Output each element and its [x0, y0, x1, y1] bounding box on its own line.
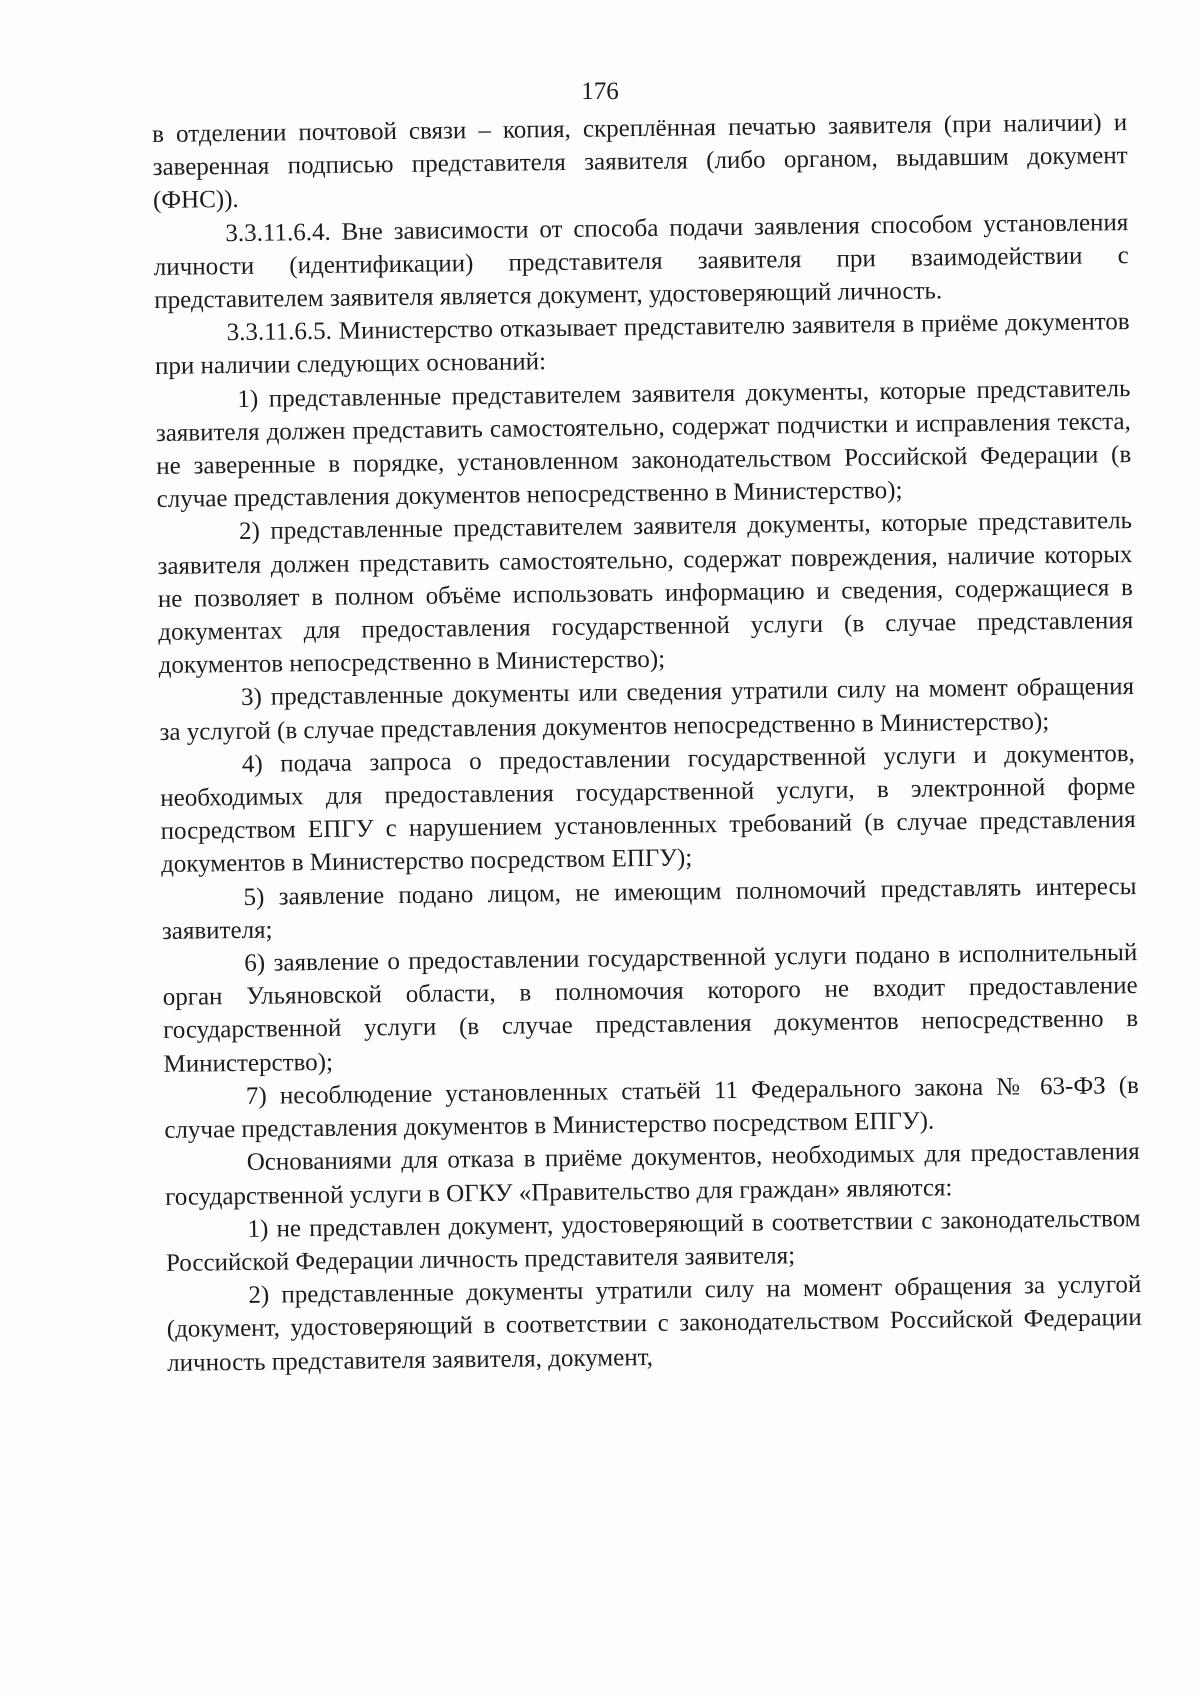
ogku-list-item-2: 2) представленные документы утратили силу на момент обращения за услугой (документ, удостоверяющий в соответствии с законодательством Российской Федерации личность представителя заявителя, документ,	[166, 1271, 1142, 1377]
list-item-5: 5) заявление подано лицом, не имеющим полномочий представлять интересы заявителя;	[161, 872, 1137, 945]
list-item-4: 4) подача запроса о предоставлении государственной услуги и документов, необходимых для предоставления государственной услуги, в электронной форме посредством ЕПГУ с нарушением установленных требований (в случае представления документов в Министерство посредством ЕПГУ);	[160, 739, 1136, 879]
paragraph-3-3-11-6-4: 3.3.11.6.4. Вне зависимости от способа подачи заявления способом установления личности (идентификации) представителя заявителя при взаимодействии с представителем заявителя является документ, удостоверяющий личность.	[153, 208, 1129, 315]
paragraph-grounds-ogku: Основаниями для отказа в приёме документов, необходимых для предоставления государственной услуги в ОГКУ «Правительство для граждан» являются:	[165, 1138, 1140, 1211]
list-item-1: 1) представленные представителем заявителя документы, которые представитель заявителя должен представить самостоятельно, содержат подчистки и исправления текста, не заверенные в порядке, установленном законодательством Российской Федерации (в случае представления документов непосредственно в Министерство);	[155, 374, 1132, 514]
list-item-6: 6) заявление о предоставлении государственной услуги подано в исполнительный орган Ульяновской области, в полномочия которого не входит предоставление государственной услуги (в случае представления документов непосредственно в Министерство);	[162, 939, 1139, 1078]
list-item-2: 2) представленные представителем заявителя документы, которые представитель заявителя должен представить самостоятельно, содержат повреждения, наличие которых не позволяет в полном объёме использовать информацию и сведения, содержащиеся в документах для предоставления государственной услуги (в случае представления документов непосредственно в Министерство);	[157, 507, 1134, 680]
list-item-7: 7) несоблюдение установленных статьёй 11 Федерального закона № 63-ФЗ (в случае представления документов в Министерство посредством ЕПГУ).	[164, 1071, 1140, 1145]
document-body	[152, 106, 1142, 1380]
paragraph-continuation: в отделении почтовой связи – копия, скреплённая печатью заявителя (при наличии) и заверенная подписью представителя заявителя (либо органом, выдавшим документ (ФНС)).	[152, 109, 1128, 215]
list-item-3: 3) представленные документы или сведения утратили силу на момент обращения за услугой (в случае представления документов непосредственно в Министерство);	[159, 673, 1135, 746]
ogku-list-item-1: 1) не представлен документ, удостоверяющий в соответствии с законодательством Российской Федерации личность представителя заявителя;	[165, 1204, 1141, 1277]
paragraph-3-3-11-6-5: 3.3.11.6.5. Министерство отказывает представителю заявителя в приёме документов при наличии следующих оснований:	[154, 308, 1130, 381]
page-number: 176	[581, 78, 619, 105]
